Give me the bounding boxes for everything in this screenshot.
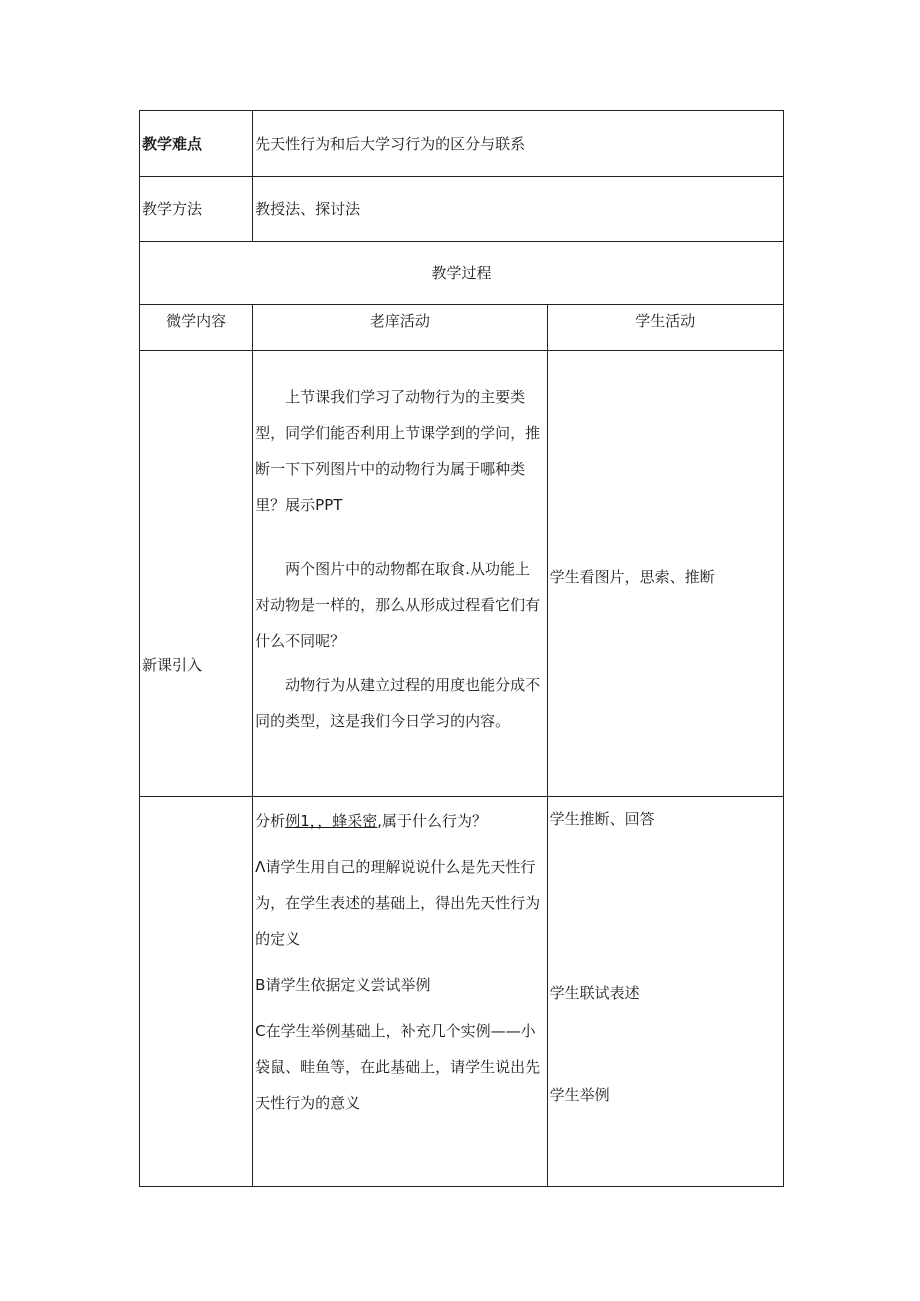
intro-student-cell bbox=[547, 351, 783, 797]
teaching-difficulty-value: 先天性行为和后大学习行为的区分与联系 bbox=[253, 111, 784, 177]
intro-label: 新课引入 bbox=[140, 351, 253, 797]
innate-student-cell bbox=[547, 797, 783, 1187]
intro-student-activity: 学生看图片，思索、推断 bbox=[549, 568, 715, 586]
header-content: 微学内容 bbox=[140, 305, 253, 351]
intro-teacher-cell bbox=[253, 351, 547, 797]
teaching-method-value: 教授法、探讨法 bbox=[253, 177, 784, 242]
process-title: 教学过程 bbox=[140, 242, 784, 305]
example-underlined: 例1，，蜂采密 bbox=[285, 812, 378, 830]
step-b: B请学生依据定义尝试举例 bbox=[255, 976, 431, 994]
row-new-lesson-intro bbox=[140, 351, 784, 797]
analysis-question: 分析例1，，蜂采密,属于什么行为？ bbox=[255, 812, 488, 830]
student-examples: 学生举例 bbox=[549, 1086, 610, 1104]
teaching-method-label: 教学方法 bbox=[140, 177, 253, 242]
row-process-title bbox=[140, 242, 784, 305]
row-column-headers bbox=[140, 305, 784, 351]
intro-paragraph-1: 上节课我们学习了动物行为的主要类型，同学们能否利用上节课学到的学问，推断一下下列图片中的动物行为属于哪种类里？展示PPT bbox=[255, 388, 541, 514]
step-a: Λ请学生用自己的理解说说什么是先天性行为，在学生表述的基础上，得出先天性行为的定义 bbox=[255, 858, 541, 948]
step-c: C在学生举例基础上，补充几个实例——小袋鼠、畦鱼等，在此基础上，请学生说出先天性行为的意义 bbox=[255, 1022, 541, 1112]
row-innate-behavior bbox=[140, 797, 784, 1187]
teaching-difficulty-label: 教学难点 bbox=[140, 111, 253, 177]
innate-label bbox=[140, 797, 253, 1187]
intro-paragraph-2: 两个图片中的动物都在取食.从功能上对动物是一样的，那么从形成过程看它们有什么不同呢？ bbox=[255, 560, 541, 650]
row-teaching-difficulty bbox=[140, 111, 784, 177]
row-teaching-method bbox=[140, 177, 784, 242]
student-describe: 学生联试表述 bbox=[549, 984, 640, 1002]
header-teacher-activity: 老庠活动 bbox=[253, 305, 547, 351]
intro-paragraph-3: 动物行为从建立过程的用度也能分成不同的类型，这是我们今日学习的内容。 bbox=[255, 676, 541, 730]
header-student-activity: 学生活动 bbox=[547, 305, 783, 351]
lesson-plan-table bbox=[139, 110, 784, 1187]
student-answer: 学生推断、回答 bbox=[549, 810, 655, 828]
innate-teacher-cell bbox=[253, 797, 547, 1187]
